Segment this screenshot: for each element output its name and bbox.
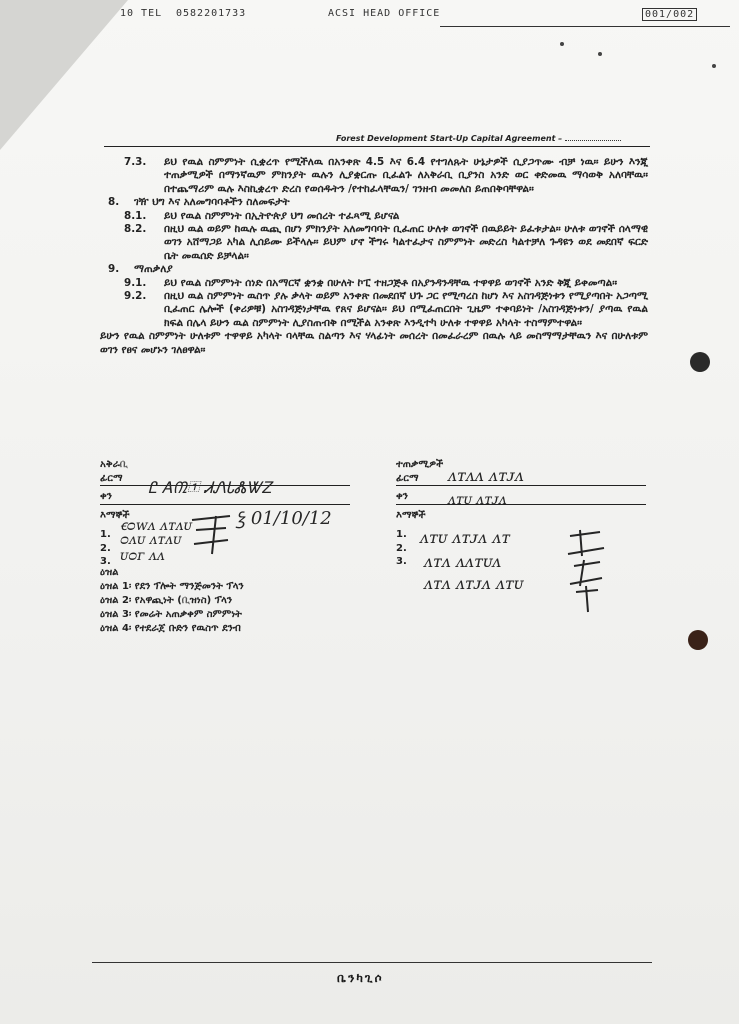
punch-hole-bottom xyxy=(688,630,708,650)
fax-tel-label: 10 TEL xyxy=(120,8,163,19)
clause-text: በዚህ ዉል ወይም ከዉሉ ዉጪ በሆነ ምክንያት አለመግባባት ቢፈጠር ሁለቱ ወገኖች በዉይይት ይፈቱታል። ሁለቱ ወገኖች ሰላማዊ ወገን አሸማጋይ አካል ሊሰይሙ ይችላሉ። ይህም ሆኖ ችግሩ ካልተፈታና ስምምነት መድረስ ካልተቻለ ጉዳዩን ወደ መደበኛ ፍርድ ቤት መዉሰድ ይቻላል። xyxy=(164,223,648,262)
annex-item: ዕዝል 4፡ የተደራጀ ቡድን የዉስጥ ደንብ xyxy=(100,623,241,634)
beneficiary-witness-1-handwriting: ᴧᴛᴜ ᴧᴛᴊᴧ ᴧᴛ xyxy=(420,528,511,547)
provider-sign-label: ፊርማ xyxy=(100,472,123,484)
header-title-text: Forest Development Start-Up Capital Agreement – xyxy=(336,134,563,143)
beneficiary-date-line xyxy=(396,490,646,505)
speck xyxy=(598,52,602,56)
clause xyxy=(100,290,648,330)
beneficiary-witness-2-number: 2. xyxy=(396,542,407,554)
fax-page-counter: 001/002 xyxy=(642,8,697,21)
footer-stamp: ቤንካጊሶ xyxy=(337,971,384,985)
clause-text: ይህ የዉል ስምምነት ሰነድ በአማርኛ ቋንቋ በሁለት ኮፒ ተዘጋጅቶ በአያንዳንዳቸዉ ተዋዋይ ወገኖች አንድ ቅጂ ይቀመጣል። xyxy=(164,276,618,289)
annex-list xyxy=(100,566,244,636)
beneficiary-party-label: ተጠቃሚዎች xyxy=(396,459,444,470)
punch-hole-top xyxy=(690,352,710,372)
annex-heading: ዕዝል xyxy=(100,567,119,578)
provider-witness-3-number: 3. xyxy=(100,556,111,567)
annex-item: ዕዝል 1፡ የደን ፕሎት ማንጅመንት ፕላን xyxy=(100,581,244,592)
clause xyxy=(100,330,648,357)
clause xyxy=(100,156,648,196)
annex-item: ዕዝል 3፡ የመሬት አጠቃቀም ስምምነት xyxy=(100,609,242,620)
provider-handwritten-date: ꝣ 01/10/12 xyxy=(236,508,332,529)
speck xyxy=(560,42,564,46)
clause-number: 9.1. xyxy=(124,276,147,289)
fax-header-rule xyxy=(440,26,730,27)
clause-text: ማጠቃለያ xyxy=(134,263,173,276)
clauses-block xyxy=(100,156,648,357)
provider-handwritten-signature: Ꮭ Ꭺ᠓᠋ ᏗᏁᏓᏜᏔᏃ xyxy=(148,478,272,497)
provider-date-label: ቀን xyxy=(100,491,112,502)
beneficiary-witness-3-number: 3. xyxy=(396,556,407,567)
speck xyxy=(712,64,716,68)
provider-party-label: አቅራቢ xyxy=(100,459,128,470)
provider-witness-2-handwriting: ᴑᴧᴜ ᴧᴛᴧᴜ xyxy=(120,532,182,548)
clause-text: ገዥ ህግ እና አለመግባባቶችን ስለመፍታት xyxy=(134,196,290,209)
clause-text: በዚህ ዉል ስምምነት ዉስጥ ያሉ ቃላት ወይም አንቀጽ በመደበኛ ህጉ ጋር የሚጣረስ ከሆነ እና አስገዳጅነቱን የሚያጣበት አጋጣሚ ቢፈጠር ሌሎች (ቀሪዎቹ) አስገዳጅነታቸዉ የጸና ይሆናል። ይህ በሚፈጠርበት ጊዜም ተቀባይነት /አስገዳጅነቱን/ ያጣዉ የዉል ክፍል በሌላ ይሁን ዉል ስምምነት ሊያስጠብቅ በሚችል አንቀጽ እንዲተካ ሁለቱ ተዋዋይ አካላት ተስማምተዋል። xyxy=(164,290,648,329)
header-rule xyxy=(104,146,650,147)
clause xyxy=(100,277,648,290)
clause-text: ይህ የዉል ስምምነት በኢትዮጵያ ህግ መሰረት ተፈጻሚ ይሆናል xyxy=(164,209,400,222)
fax-tel-number: 0582201733 xyxy=(176,8,247,19)
document-header-title xyxy=(336,134,621,143)
clause xyxy=(100,210,648,223)
annex-item: ዕዝል 2፡ የአዋጪነት (ቢዝነስ) ፕላን xyxy=(100,595,233,606)
beneficiary-sign-label: ፊርማ xyxy=(396,472,419,484)
beneficiary-witness-3-handwriting: ᴧᴛᴧ ᴧᴛᴊᴧ ᴧᴛᴜ xyxy=(424,574,524,593)
fax-office: ACSI HEAD OFFICE xyxy=(328,8,441,19)
beneficiary-date-label: ቀን xyxy=(396,491,408,502)
clause xyxy=(100,196,648,209)
beneficiary-handwritten-date: ᴧᴛᴜ ᴧᴛᴊᴧ xyxy=(448,492,507,508)
clause-number: 9.2. xyxy=(124,290,147,303)
clause-text: ይሁን የዉል ስምምነት ሁለቱም ተዋዋይ አካላት ባላቸዉ ስልጣን እና ሃላፊነት መሰረት በመፈራረም በዉሉ ላይ መስማማታቸዉን እና በሁለቱም ወገን የፀና መሆኑን ገለፀዋል። xyxy=(100,330,648,356)
clause xyxy=(100,263,648,276)
provider-witness-1-number: 1. xyxy=(100,529,111,540)
provider-witness-title: እማኞች xyxy=(100,509,130,521)
footer-rule xyxy=(92,962,652,963)
clause xyxy=(100,223,648,263)
clause-number: 9. xyxy=(108,263,120,276)
beneficiary-witness-title: እማኞች xyxy=(396,509,426,521)
clause-number: 8.1. xyxy=(124,209,147,222)
provider-witness-2-number: 2. xyxy=(100,542,111,554)
clause-number: 7.3. xyxy=(124,156,147,168)
provider-witness-3-handwriting: ᴜᴑᴦ ᴧᴧ xyxy=(120,548,165,564)
witness-signature-scribble xyxy=(560,526,610,616)
clause-number: 8. xyxy=(108,196,120,209)
beneficiary-handwritten-signature: ᴧᴛᴧᴧ ᴧᴛᴊᴧ xyxy=(448,466,524,485)
folded-corner-shadow xyxy=(0,0,128,150)
clause-text: ይህ የዉል ስምምነት ሲቋረጥ የሚችለዉ በአንቀጽ 4.5 እና 6.4 የተገለጹት ሁኔታዎች ሲያጋጥሙ ብቻ ነዉ። ይሁን እንጂ ተጠቃሚዎች በማንኛዉም ምክንያት ዉሉን ሊያቋርጡ ቢፈልጉ ለአቅራቢ ቢያንስ አንድ ወር ቀድመዉ ማሳወቅ አለባቸዉ። በተጨማሪም ዉሉ እስኪቋረጥ ድረስ የወሰዱትን /የተከፈላቸዉን/ ገንዘብ መመለስ ይጠበቅባቸዋል። xyxy=(164,156,648,195)
provider-witness-scribble xyxy=(186,510,236,560)
header-fill-line xyxy=(565,140,621,141)
beneficiary-witness-2-handwriting: ᴧᴛᴧ ᴧᴧᴛᴜᴧ xyxy=(424,552,502,571)
beneficiary-witness-1-number: 1. xyxy=(396,529,407,540)
clause-number: 8.2. xyxy=(124,223,147,236)
provider-witness-1-handwriting: ꞓᴑᴡᴧ ᴧᴛᴧᴜ xyxy=(120,518,192,534)
